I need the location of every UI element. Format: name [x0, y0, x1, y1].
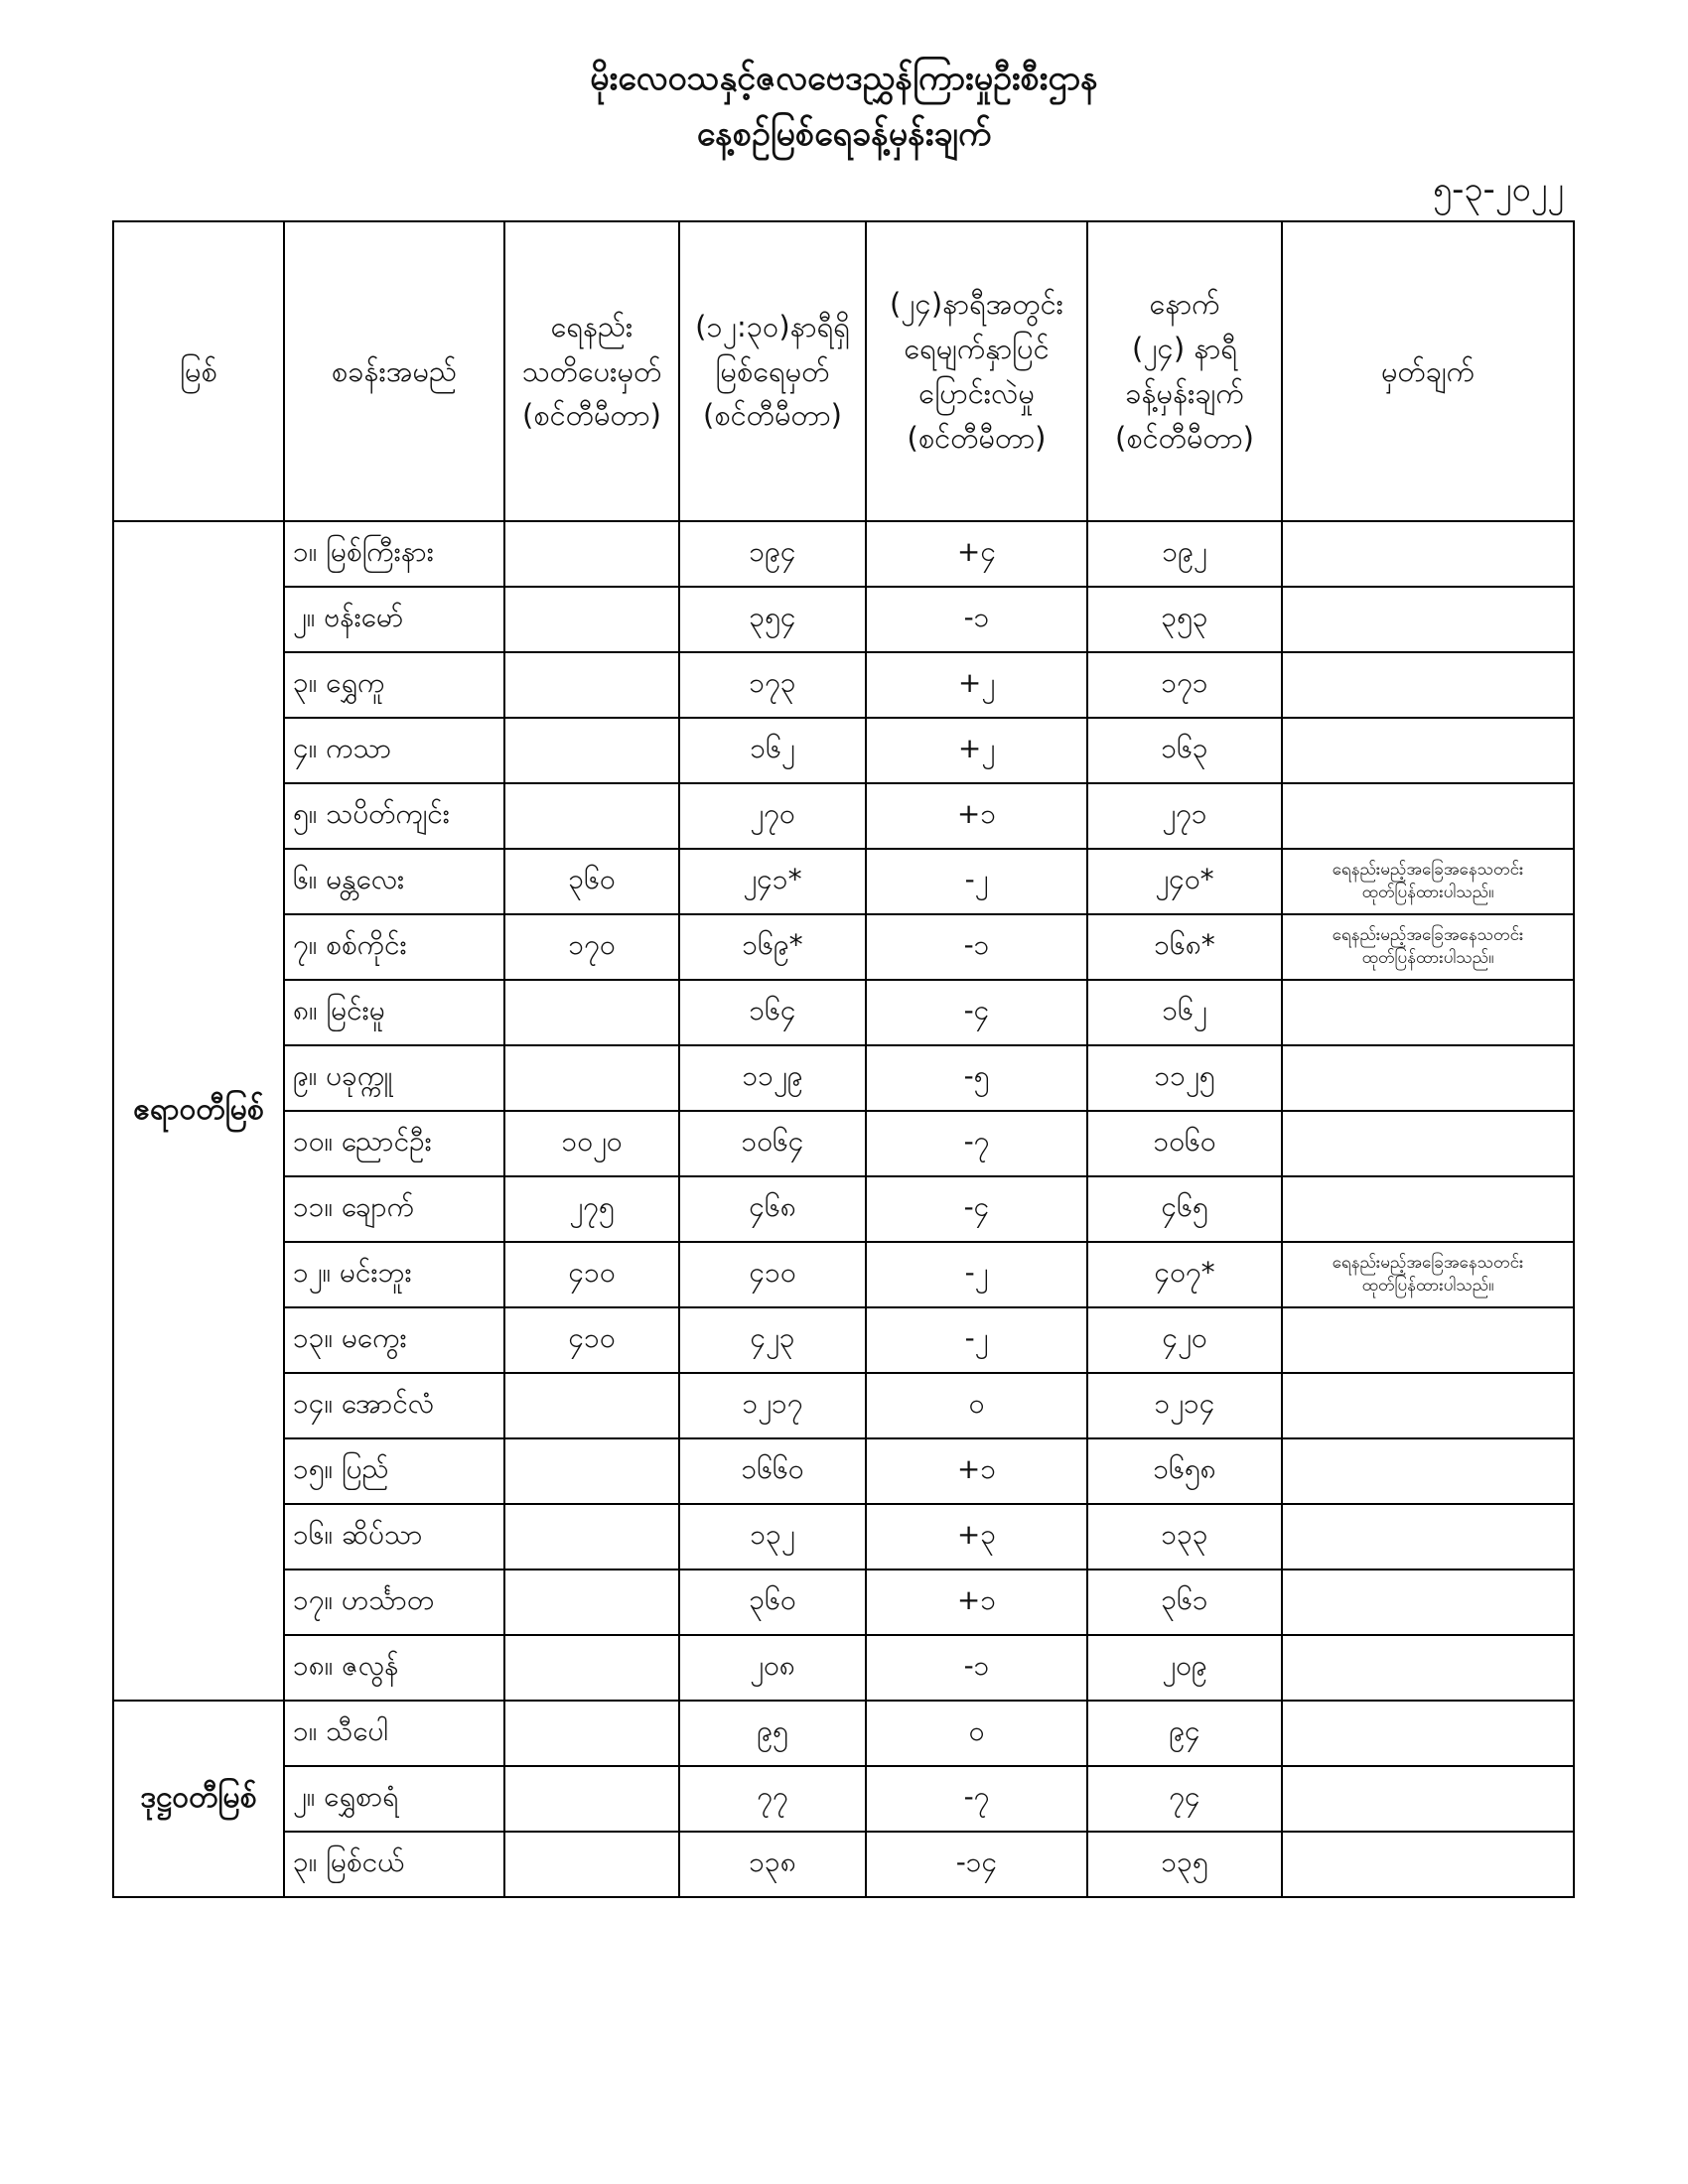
table-row: [113, 1766, 1574, 1832]
column-header-text: (စင်တီမီတာ): [522, 398, 661, 433]
remark-cell: [1282, 1176, 1574, 1242]
forecast-level: ၂၄၀*: [1087, 849, 1282, 914]
table-row: [113, 718, 1574, 783]
forecast-level: ၁၇၁: [1087, 652, 1282, 718]
remark-cell: [1282, 1307, 1574, 1373]
station-name: ၃။ မြစ်ငယ်: [284, 1832, 504, 1897]
remark-line: ထုတ်ပြန်ထားပါသည်။: [1361, 1276, 1494, 1296]
remark-cell: [1282, 1570, 1574, 1635]
remark-cell: [1282, 718, 1574, 783]
table-row: [113, 980, 1574, 1045]
current-level: ၉၅: [679, 1701, 866, 1766]
warning-level: ၄၁၀: [504, 1307, 679, 1373]
forecast-level: ၁၀၆၀: [1087, 1111, 1282, 1176]
station-name: ၁၇။ ဟင်္သာတ: [284, 1570, 504, 1635]
remark-cell: [1282, 1242, 1574, 1307]
remark-cell: [1282, 849, 1574, 914]
table-row: [113, 1570, 1574, 1635]
current-level: ၃၆၀: [679, 1570, 866, 1635]
warning-level: [504, 783, 679, 849]
forecast-level: ၁၆၅၈: [1087, 1438, 1282, 1504]
column-header-text: (စင်တီမီတာ): [703, 398, 842, 433]
remark-line: ရေနည်းမည့်အခြေအနေသတင်း: [1332, 925, 1524, 946]
station-name: ၁၈။ ဇလွန်: [284, 1635, 504, 1701]
remark-cell: [1282, 1635, 1574, 1701]
level-change: -၅: [866, 1045, 1087, 1111]
current-level: ၄၆၈: [679, 1176, 866, 1242]
current-level: ၄၁၀: [679, 1242, 866, 1307]
table-row: [113, 1701, 1574, 1766]
table-body: [113, 521, 1574, 1897]
column-header-text: မြစ်: [180, 353, 217, 388]
col-station: [284, 221, 504, 521]
remark-cell: [1282, 783, 1574, 849]
col-24h-change: [866, 221, 1087, 521]
station-name: ၃။ ရွှေကူ: [284, 652, 504, 718]
column-header-text: (၂၄)နာရီအတွင်း: [889, 287, 1064, 322]
level-change: -၇: [866, 1111, 1087, 1176]
station-name: ၁။ မြစ်ကြီးနား: [284, 521, 504, 587]
remark-line: ထုတ်ပြန်ထားပါသည်။: [1361, 883, 1494, 902]
river-name: ဒုဋ္ဌဝတီမြစ်: [113, 1701, 284, 1897]
remark-cell: [1282, 914, 1574, 980]
station-name: ၆။ မန္တလေး: [284, 849, 504, 914]
level-change: -၂: [866, 849, 1087, 914]
column-header-text: (စင်တီမီတာ): [1115, 420, 1254, 455]
table-row: [113, 652, 1574, 718]
current-level: ၁၆၂: [679, 718, 866, 783]
table-row: [113, 1635, 1574, 1701]
table-row: [113, 1111, 1574, 1176]
station-name: ၁၃။ မကွေး: [284, 1307, 504, 1373]
remark-cell: [1282, 587, 1574, 652]
column-header-text: ပြောင်းလဲမှု: [918, 376, 1035, 410]
level-change: +၂: [866, 652, 1087, 718]
station-name: ၁။ သီပေါ: [284, 1701, 504, 1766]
table-row: [113, 1832, 1574, 1897]
warning-level: [504, 1635, 679, 1701]
station-name: ၂။ ရွှေစာရံ: [284, 1766, 504, 1832]
current-level: ၁၀၆၄: [679, 1111, 866, 1176]
current-level: ၃၅၄: [679, 587, 866, 652]
col-remark: [1282, 221, 1574, 521]
station-name: ၁၅။ ပြည်: [284, 1438, 504, 1504]
header-row: [113, 221, 1574, 521]
remark-cell: [1282, 1111, 1574, 1176]
warning-level: [504, 1438, 679, 1504]
level-change: +၄: [866, 521, 1087, 587]
remark-line: ထုတ်ပြန်ထားပါသည်။: [1361, 948, 1494, 968]
remark-cell: [1282, 980, 1574, 1045]
column-header-text: စခန်းအမည်: [331, 353, 458, 388]
warning-level: [504, 1504, 679, 1570]
column-header-text: သတိပေးမှတ်: [521, 353, 662, 388]
warning-level: [504, 1045, 679, 1111]
level-change: -၁၄: [866, 1832, 1087, 1897]
forecast-level: ၁၆၈*: [1087, 914, 1282, 980]
warning-level: ၂၇၅: [504, 1176, 679, 1242]
station-name: ၁၆။ ဆိပ်သာ: [284, 1504, 504, 1570]
current-level: ၁၃၈: [679, 1832, 866, 1897]
level-change: +၁: [866, 1570, 1087, 1635]
column-header-text: မြစ်ရေမှတ်: [715, 353, 830, 388]
table-row: [113, 1373, 1574, 1438]
level-change: ၀: [866, 1701, 1087, 1766]
current-level: ၂၄၁*: [679, 849, 866, 914]
forecast-level: ၃၅၃: [1087, 587, 1282, 652]
warning-level: ၃၆၀: [504, 849, 679, 914]
col-warning-level: [504, 221, 679, 521]
column-header-text: ခန့်မှန်းချက်: [1125, 376, 1244, 410]
table-row: [113, 1176, 1574, 1242]
remark-cell: [1282, 652, 1574, 718]
col-river: [113, 221, 284, 521]
department-title: မိုးလေဝသနှင့်ဇလဗေဒညွှန်ကြားမှုဦးစီးဌာန: [590, 59, 1098, 98]
forecast-level: ၄၀၇*: [1087, 1242, 1282, 1307]
current-level: ၂၇၀: [679, 783, 866, 849]
column-header-text: ရေနည်း: [550, 309, 633, 343]
warning-level: [504, 1766, 679, 1832]
forecast-level: ၁၆၃: [1087, 718, 1282, 783]
column-header-text: (၁၂:၃၀)နာရီရှိ: [695, 309, 850, 343]
table-row: [113, 783, 1574, 849]
forecast-level: ၉၄: [1087, 1701, 1282, 1766]
river-name: ဧရာဝတီမြစ်: [113, 521, 284, 1701]
column-header-text: (၂၄) နာရီ: [1132, 332, 1237, 366]
remark-cell: [1282, 1832, 1574, 1897]
warning-level: [504, 1570, 679, 1635]
warning-level: [504, 587, 679, 652]
level-change: -၁: [866, 914, 1087, 980]
forecast-level: ၁၂၁၄: [1087, 1373, 1282, 1438]
level-change: +၁: [866, 783, 1087, 849]
remark-cell: [1282, 1438, 1574, 1504]
warning-level: [504, 1701, 679, 1766]
current-level: ၁၇၃: [679, 652, 866, 718]
current-level: ၁၆၉*: [679, 914, 866, 980]
forecast-level: ၂၀၉: [1087, 1635, 1282, 1701]
current-level: ၁၂၁၇: [679, 1373, 866, 1438]
forecast-level: ၇၄: [1087, 1766, 1282, 1832]
current-level: ၁၃၂: [679, 1504, 866, 1570]
forecast-level: ၁၆၂: [1087, 980, 1282, 1045]
level-change: +၃: [866, 1504, 1087, 1570]
table-row: [113, 1438, 1574, 1504]
warning-level: [504, 1832, 679, 1897]
river-level-table: [112, 220, 1575, 1898]
forecast-level: ၄၆၅: [1087, 1176, 1282, 1242]
station-name: ၂။ ဗန်းမော်: [284, 587, 504, 652]
warning-level: ၁၀၂၀: [504, 1111, 679, 1176]
forecast-level: ၃၆၁: [1087, 1570, 1282, 1635]
forecast-level: ၁၁၂၅: [1087, 1045, 1282, 1111]
table-row: [113, 1307, 1574, 1373]
station-name: ၁၁။ ချောက်: [284, 1176, 504, 1242]
table-row: [113, 849, 1574, 914]
column-header-text: ရေမျက်နှာပြင်: [904, 332, 1050, 366]
warning-level: [504, 980, 679, 1045]
level-change: -၁: [866, 1635, 1087, 1701]
col-current-level: [679, 221, 866, 521]
table-row: [113, 1045, 1574, 1111]
remark-cell: [1282, 521, 1574, 587]
station-name: ၅။ သပိတ်ကျင်း: [284, 783, 504, 849]
remark-cell: [1282, 1045, 1574, 1111]
table-row: [113, 521, 1574, 587]
warning-level: ၁၇၀: [504, 914, 679, 980]
table-row: [113, 1242, 1574, 1307]
warning-level: [504, 652, 679, 718]
table-row: [113, 1504, 1574, 1570]
level-change: -၁: [866, 587, 1087, 652]
level-change: -၇: [866, 1766, 1087, 1832]
column-header-text: နောက်: [1149, 287, 1220, 322]
current-level: ၄၂၃: [679, 1307, 866, 1373]
current-level: ၁၉၄: [679, 521, 866, 587]
column-header-text: မှတ်ချက်: [1380, 353, 1476, 388]
level-change: ၀: [866, 1373, 1087, 1438]
forecast-level: ၄၂၀: [1087, 1307, 1282, 1373]
remark-line: ရေနည်းမည့်အခြေအနေသတင်း: [1332, 1253, 1524, 1274]
remark-cell: [1282, 1766, 1574, 1832]
level-change: +၂: [866, 718, 1087, 783]
level-change: -၂: [866, 1242, 1087, 1307]
station-name: ၁၀။ ညောင်ဦး: [284, 1111, 504, 1176]
report-date: ၅-၃-၂၀၂၂: [1432, 170, 1564, 209]
level-change: -၄: [866, 1176, 1087, 1242]
level-change: +၁: [866, 1438, 1087, 1504]
table-row: [113, 914, 1574, 980]
level-change: -၄: [866, 980, 1087, 1045]
column-header-text: (စင်တီမီတာ): [907, 420, 1047, 455]
warning-level: [504, 521, 679, 587]
forecast-level: ၁၃၅: [1087, 1832, 1282, 1897]
station-name: ၈။ မြင်းမူ: [284, 980, 504, 1045]
remark-cell: [1282, 1373, 1574, 1438]
station-name: ၄။ ကသာ: [284, 718, 504, 783]
station-name: ၁၂။ မင်းဘူး: [284, 1242, 504, 1307]
remark-line: ရေနည်းမည့်အခြေအနေသတင်း: [1332, 860, 1524, 881]
table-row: [113, 587, 1574, 652]
current-level: ၂၀၈: [679, 1635, 866, 1701]
current-level: ၁၆၆၀: [679, 1438, 866, 1504]
col-forecast: [1087, 221, 1282, 521]
forecast-level: ၁၃၃: [1087, 1504, 1282, 1570]
remark-cell: [1282, 1504, 1574, 1570]
level-change: -၂: [866, 1307, 1087, 1373]
station-name: ၇။ စစ်ကိုင်း: [284, 914, 504, 980]
warning-level: [504, 718, 679, 783]
warning-level: ၄၁၀: [504, 1242, 679, 1307]
remark-cell: [1282, 1701, 1574, 1766]
station-name: ၁၄။ အောင်လံ: [284, 1373, 504, 1438]
station-name: ၉။ ပခုက္ကူ: [284, 1045, 504, 1111]
current-level: ၁၁၂၉: [679, 1045, 866, 1111]
current-level: ၁၆၄: [679, 980, 866, 1045]
warning-level: [504, 1373, 679, 1438]
current-level: ၇၇: [679, 1766, 866, 1832]
forecast-level: ၂၇၁: [1087, 783, 1282, 849]
forecast-level: ၁၉၂: [1087, 521, 1282, 587]
report-title: နေ့စဉ်မြစ်ရေခန့်မှန်းချက်: [696, 114, 992, 154]
